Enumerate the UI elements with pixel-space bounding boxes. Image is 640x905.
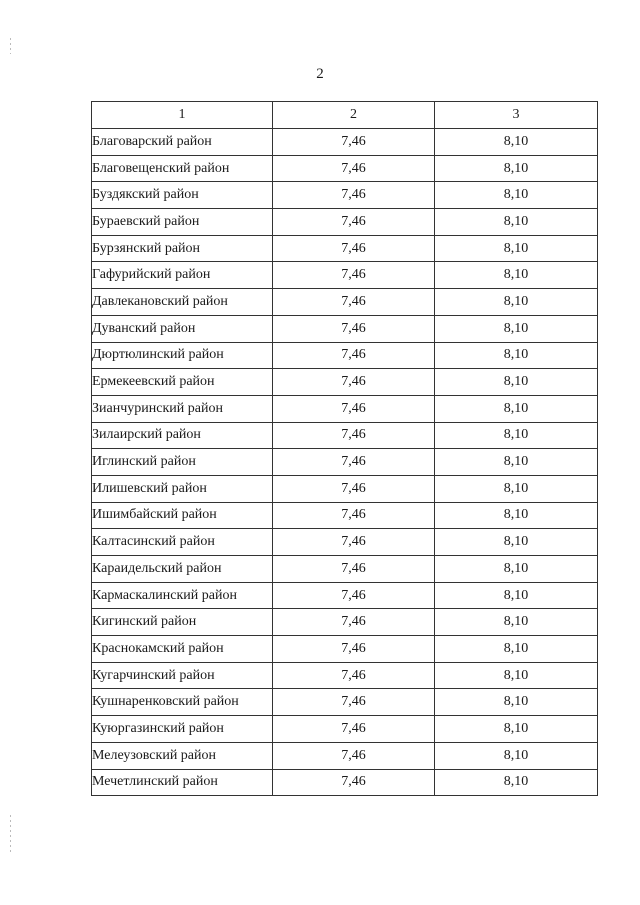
table-row [92, 609, 598, 636]
table-row [92, 636, 598, 663]
table-row [92, 395, 598, 422]
value-col3-cell: 8,10 [435, 369, 598, 396]
value-col3-cell: 8,10 [435, 636, 598, 663]
value-col2-cell: 7,46 [273, 422, 435, 449]
table-row [92, 315, 598, 342]
value-col2-cell: 7,46 [273, 315, 435, 342]
value-col3-cell: 8,10 [435, 716, 598, 743]
district-name-cell: Зилаирский район [92, 422, 273, 449]
table-row [92, 742, 598, 769]
value-col3-cell: 8,10 [435, 502, 598, 529]
value-col2-cell: 7,46 [273, 769, 435, 796]
district-name-cell: Буздякский район [92, 182, 273, 209]
value-col2-cell: 7,46 [273, 262, 435, 289]
value-col2-cell: 7,46 [273, 662, 435, 689]
district-name-cell: Благовещенский район [92, 155, 273, 182]
value-col3-cell: 8,10 [435, 289, 598, 316]
value-col3-cell: 8,10 [435, 609, 598, 636]
district-name-cell: Мелеузовский район [92, 742, 273, 769]
district-name-cell: Кушнаренковский район [92, 689, 273, 716]
value-col3-cell: 8,10 [435, 475, 598, 502]
value-col2-cell: 7,46 [273, 182, 435, 209]
value-col3-cell: 8,10 [435, 209, 598, 236]
district-name-cell: Мечетлинский район [92, 769, 273, 796]
district-name-cell: Караидельский район [92, 556, 273, 583]
scan-margin-mark-top [10, 38, 11, 54]
value-col2-cell: 7,46 [273, 556, 435, 583]
value-col2-cell: 7,46 [273, 342, 435, 369]
value-col3-cell: 8,10 [435, 342, 598, 369]
value-col2-cell: 7,46 [273, 582, 435, 609]
district-name-cell: Бурзянский район [92, 235, 273, 262]
value-col2-cell: 7,46 [273, 289, 435, 316]
value-col3-cell: 8,10 [435, 315, 598, 342]
value-col3-cell: 8,10 [435, 395, 598, 422]
district-name-cell: Краснокамский район [92, 636, 273, 663]
table-row [92, 716, 598, 743]
table-row [92, 556, 598, 583]
district-name-cell: Кигинский район [92, 609, 273, 636]
value-col3-cell: 8,10 [435, 262, 598, 289]
value-col3-cell: 8,10 [435, 662, 598, 689]
district-name-cell: Зианчуринский район [92, 395, 273, 422]
table-row [92, 582, 598, 609]
table-row [92, 475, 598, 502]
table-row [92, 289, 598, 316]
table-row [92, 449, 598, 476]
value-col2-cell: 7,46 [273, 155, 435, 182]
district-name-cell: Дюртюлинский район [92, 342, 273, 369]
table-row [92, 769, 598, 796]
column-header-3: 3 [435, 102, 598, 129]
value-col3-cell: 8,10 [435, 769, 598, 796]
value-col2-cell: 7,46 [273, 449, 435, 476]
district-name-cell: Илишевский район [92, 475, 273, 502]
value-col2-cell: 7,46 [273, 529, 435, 556]
value-col2-cell: 7,46 [273, 689, 435, 716]
district-name-cell: Кармаскалинский район [92, 582, 273, 609]
table-row [92, 342, 598, 369]
value-col2-cell: 7,46 [273, 209, 435, 236]
value-col2-cell: 7,46 [273, 716, 435, 743]
value-col2-cell: 7,46 [273, 235, 435, 262]
value-col2-cell: 7,46 [273, 475, 435, 502]
table-row [92, 662, 598, 689]
district-name-cell: Бураевский район [92, 209, 273, 236]
table-row [92, 689, 598, 716]
table-row [92, 529, 598, 556]
table-row [92, 209, 598, 236]
table-row [92, 235, 598, 262]
district-name-cell: Благоварский район [92, 129, 273, 156]
district-name-cell: Гафурийский район [92, 262, 273, 289]
value-col3-cell: 8,10 [435, 529, 598, 556]
value-col3-cell: 8,10 [435, 742, 598, 769]
value-col2-cell: 7,46 [273, 395, 435, 422]
district-name-cell: Кугарчинский район [92, 662, 273, 689]
table-row [92, 369, 598, 396]
district-name-cell: Иглинский район [92, 449, 273, 476]
district-name-cell: Ишимбайский район [92, 502, 273, 529]
table-body [92, 102, 598, 796]
value-col3-cell: 8,10 [435, 129, 598, 156]
page-number: 2 [316, 66, 324, 82]
value-col2-cell: 7,46 [273, 369, 435, 396]
value-col3-cell: 8,10 [435, 449, 598, 476]
value-col2-cell: 7,46 [273, 502, 435, 529]
table-header-row [92, 102, 598, 129]
value-col2-cell: 7,46 [273, 129, 435, 156]
table-row [92, 182, 598, 209]
district-name-cell: Ермекеевский район [92, 369, 273, 396]
data-table-container [91, 101, 598, 796]
district-name-cell: Давлекановский район [92, 289, 273, 316]
value-col3-cell: 8,10 [435, 556, 598, 583]
value-col3-cell: 8,10 [435, 582, 598, 609]
value-col2-cell: 7,46 [273, 742, 435, 769]
table-row [92, 129, 598, 156]
value-col3-cell: 8,10 [435, 422, 598, 449]
scan-margin-mark-bottom [10, 815, 11, 855]
data-table [91, 101, 598, 796]
value-col3-cell: 8,10 [435, 155, 598, 182]
table-row [92, 422, 598, 449]
district-name-cell: Дуванский район [92, 315, 273, 342]
column-header-1: 1 [92, 102, 273, 129]
table-row [92, 155, 598, 182]
table-row [92, 262, 598, 289]
value-col3-cell: 8,10 [435, 235, 598, 262]
column-header-2: 2 [273, 102, 435, 129]
value-col3-cell: 8,10 [435, 182, 598, 209]
value-col3-cell: 8,10 [435, 689, 598, 716]
value-col2-cell: 7,46 [273, 636, 435, 663]
district-name-cell: Куюргазинский район [92, 716, 273, 743]
value-col2-cell: 7,46 [273, 609, 435, 636]
table-row [92, 502, 598, 529]
district-name-cell: Калтасинский район [92, 529, 273, 556]
